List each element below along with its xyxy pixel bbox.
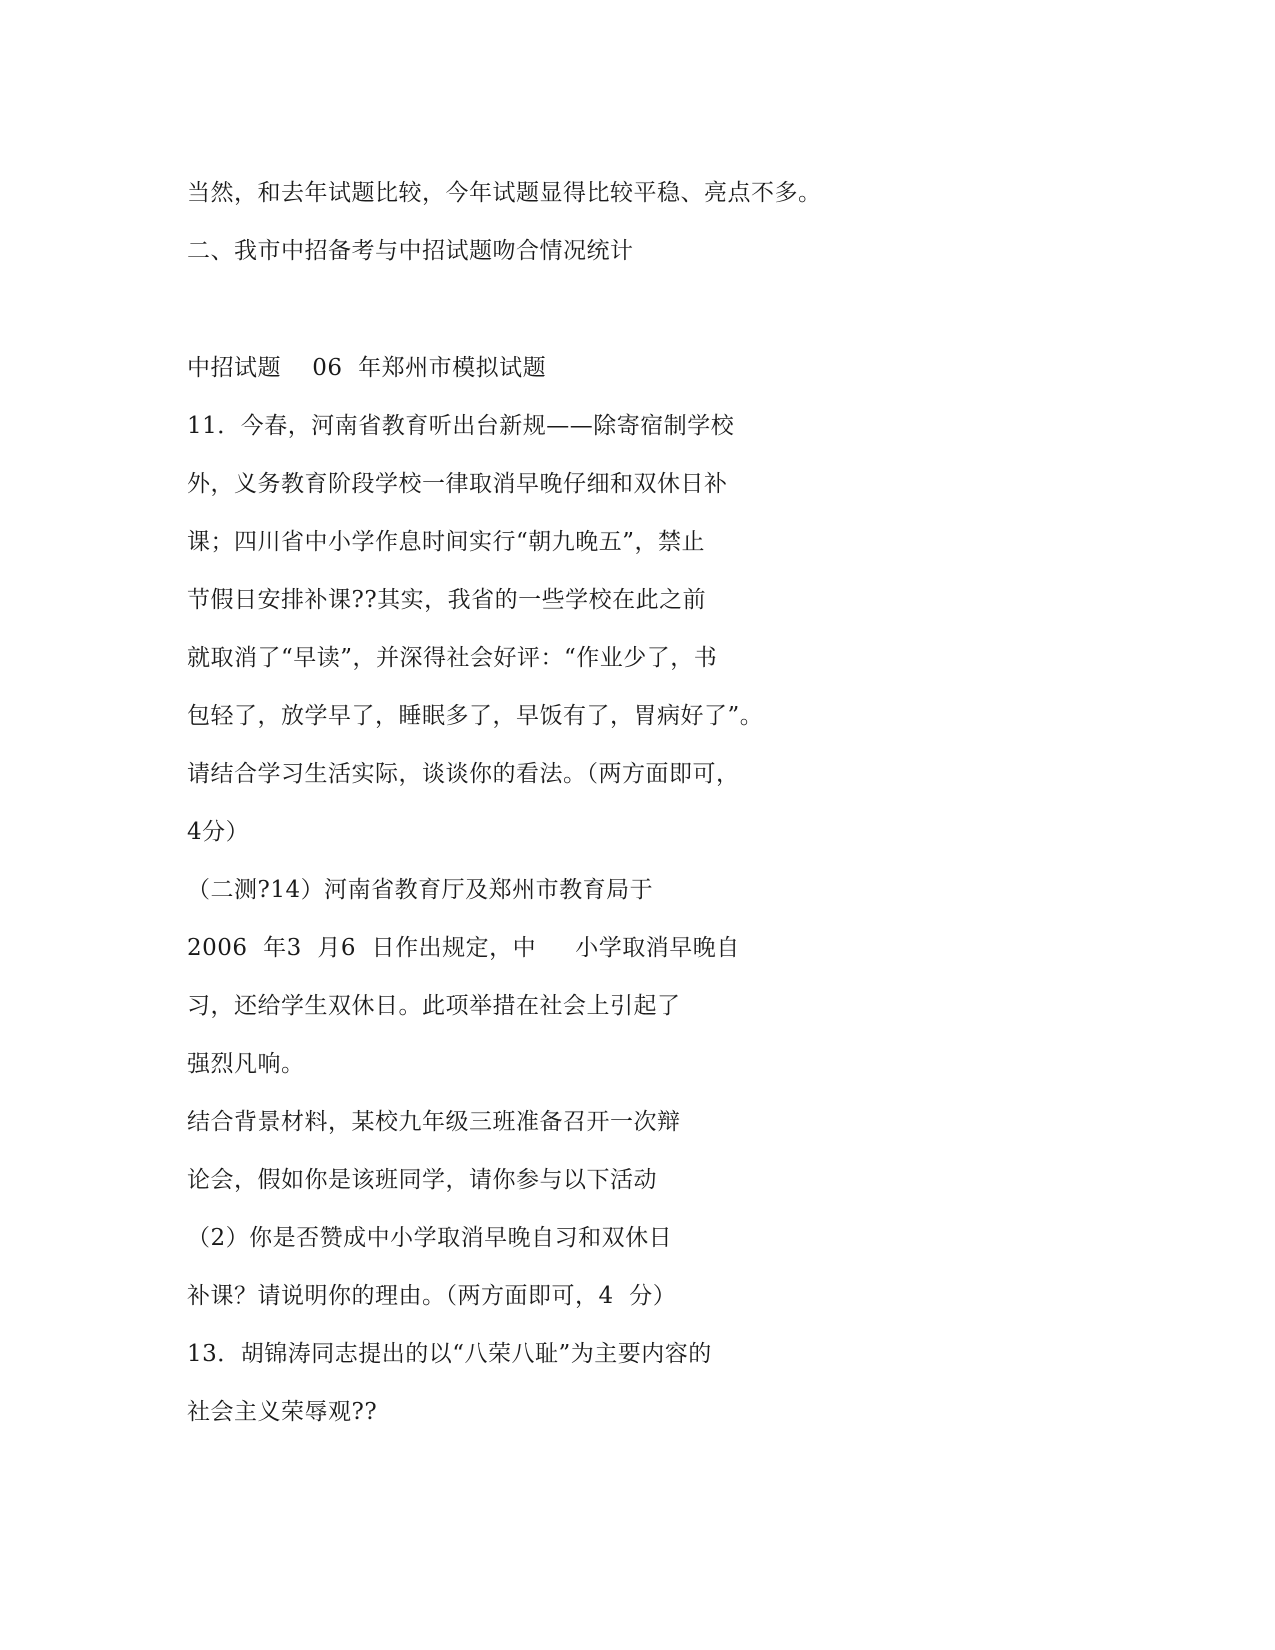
- mock-question-line-6: 论会，假如你是该班同学，请你参与以下活动: [187, 1167, 657, 1193]
- paragraph-1: 当然，和去年试题比较，今年试题显得比较平稳、亮点不多。: [187, 180, 822, 206]
- question-11-line-7: 请结合学习生活实际，谈谈你的看法。（两方面即可，: [187, 761, 740, 787]
- question-11-line-3: 课；四川省中小学作息时间实行“朝九晚五”，禁止: [187, 529, 706, 555]
- table-header-row: 中招试题 06 年郑州市模拟试题: [187, 355, 547, 381]
- question-11-line-4: 节假日安排补课??其实，我省的一些学校在此之前: [187, 587, 707, 613]
- question-11-line-2: 外，义务教育阶段学校一律取消早晚仔细和双休日补: [187, 471, 728, 497]
- mock-question-line-7: （2）你是否赞成中小学取消早晚自习和双休日: [187, 1225, 673, 1251]
- mock-question-line-1: （二测?14）河南省教育厅及郑州市教育局于: [187, 877, 654, 903]
- question-11-line-6: 包轻了，放学早了，睡眠多了，早饭有了，胃病好了”。: [187, 703, 764, 729]
- section-heading: 二、我市中招备考与中招试题吻合情况统计: [187, 238, 634, 264]
- question-13-line-1: 13．胡锦涛同志提出的以“八荣八耻”为主要内容的: [187, 1341, 712, 1367]
- mock-question-line-5: 结合背景材料，某校九年级三班准备召开一次辩: [187, 1109, 681, 1135]
- question-13-line-2: 社会主义荣辱观??: [187, 1399, 378, 1425]
- question-11-line-1: 11．今春，河南省教育听出台新规——除寄宿制学校: [187, 413, 735, 439]
- mock-question-line-4: 强烈凡响。: [187, 1051, 305, 1077]
- question-11-line-5: 就取消了“早读”，并深得社会好评：“作业少了，书: [187, 645, 718, 671]
- question-11-score: 4分）: [187, 819, 250, 845]
- mock-question-line-2: 2006 年3 月6 日作出规定，中 小学取消早晚自: [187, 935, 740, 961]
- mock-question-line-3: 习，还给学生双休日。此项举措在社会上引起了: [187, 993, 681, 1019]
- mock-question-line-8: 补课？请说明你的理由。（两方面即可，4 分）: [187, 1283, 677, 1309]
